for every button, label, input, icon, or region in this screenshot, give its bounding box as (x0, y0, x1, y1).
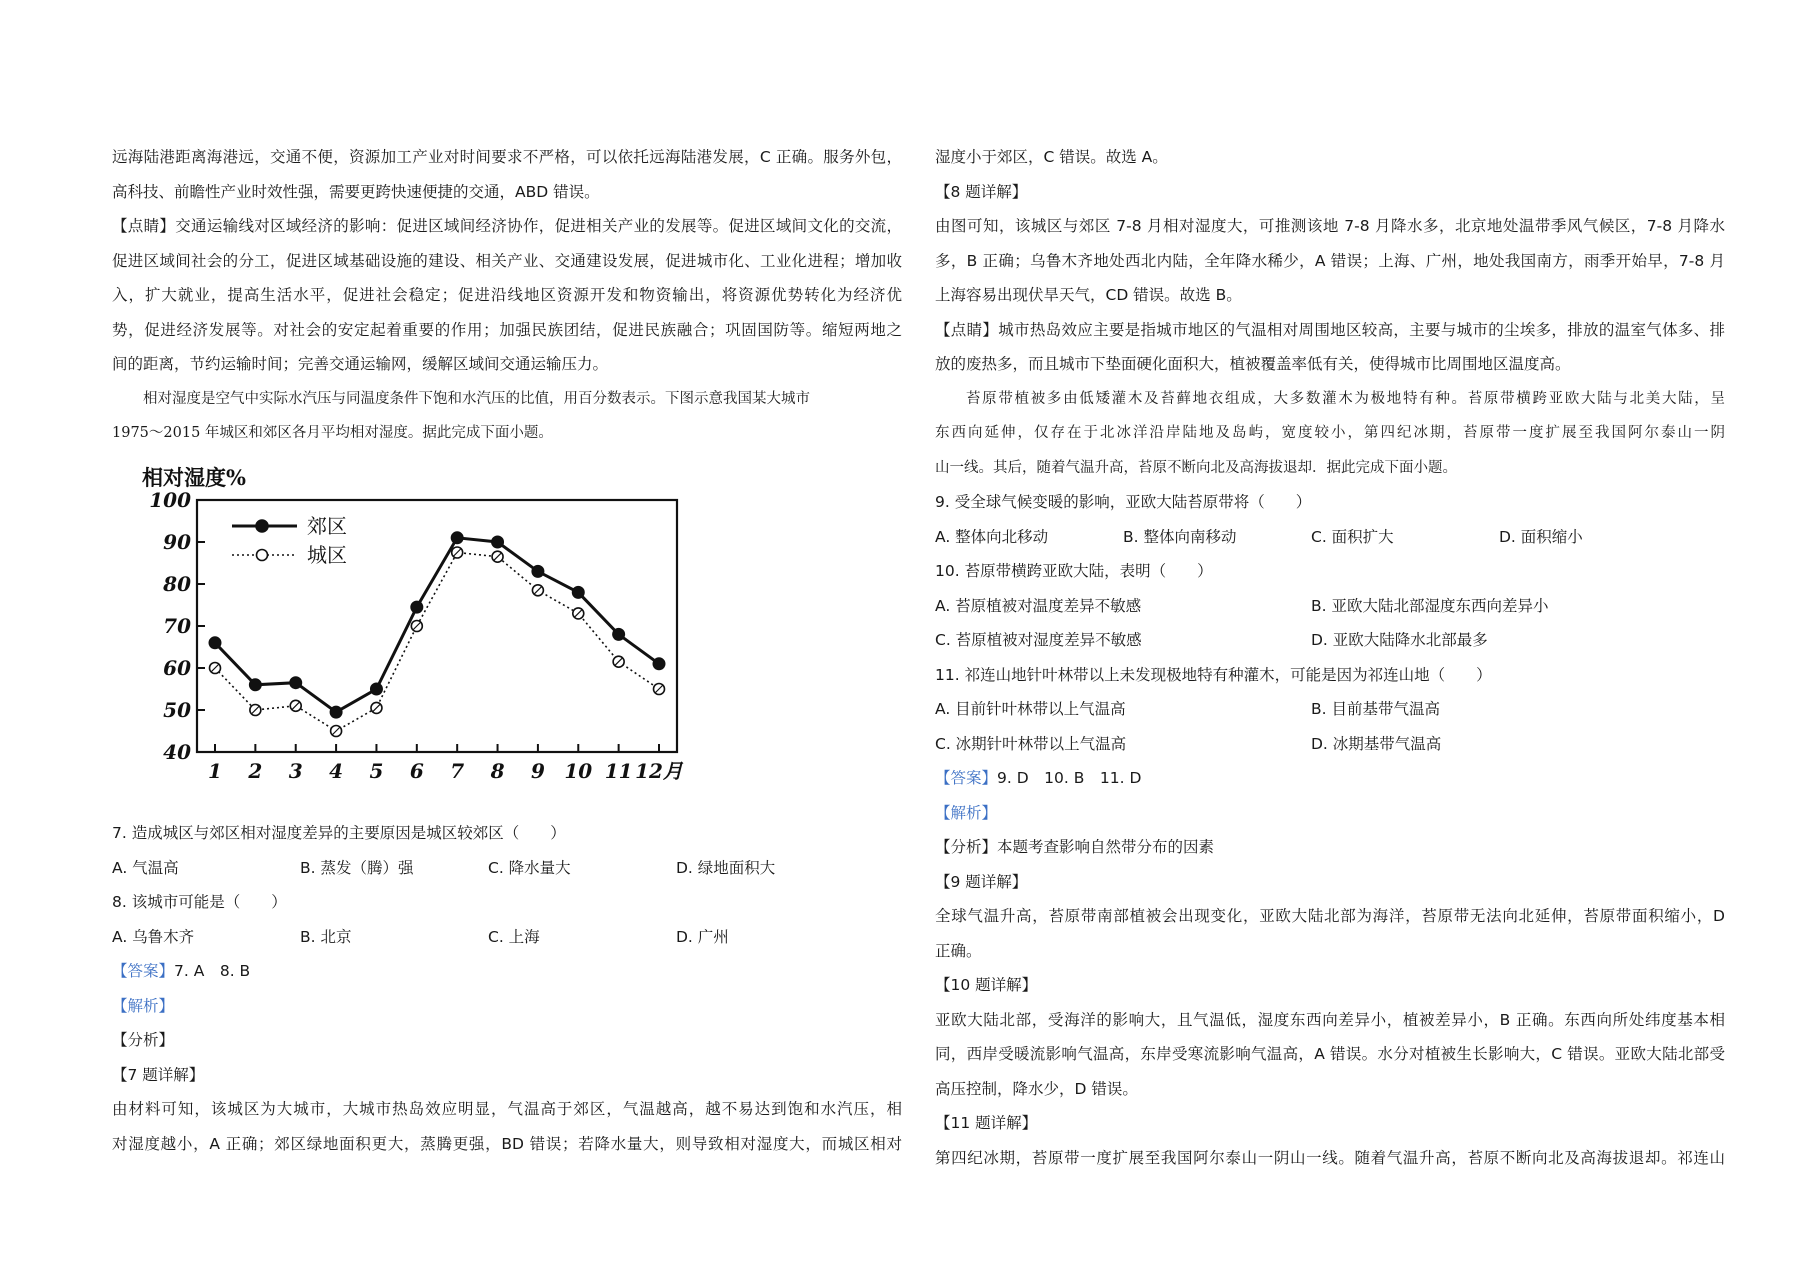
intro-line: 1975～2015 年城区和郊区各月平均相对湿度。据此完成下面小题。 (112, 425, 553, 441)
option: B. 整体向南移动 (1123, 527, 1237, 546)
option: A. 气温高 (112, 858, 179, 877)
series-line-1 (215, 537, 659, 711)
y-tick-label: 90 (163, 529, 191, 554)
intro-line: 东西向延伸，仅存在于北冰洋沿岸陆地及岛屿，宽度较小，第四纪冰期，苔原带一度扩展至我国阿尔泰山一阴 (935, 425, 1725, 441)
x-tick-label: 9 (530, 758, 545, 783)
data-point (209, 636, 221, 648)
y-tick-label: 70 (163, 613, 191, 638)
humidity-line-chart (112, 455, 702, 800)
answer-text: 9. D 10. B 11. D (997, 769, 1142, 787)
option: D. 面积缩小 (1499, 527, 1583, 546)
tip-line: 入，扩大就业，提高生活水平，促进社会稳定；促进沿线地区资源开发和物资输出，将资源优势转化为经济优 (112, 286, 902, 304)
tip-label: 【点睛】 (935, 320, 999, 339)
data-point (411, 601, 423, 613)
question-10: 10. 苔原带横跨亚欧大陆，表明（ ） (935, 562, 1213, 580)
legend-label: 城区 (307, 542, 347, 567)
series-layer (209, 531, 665, 736)
tip-line: 促进区域间社会的分工，促进区域基础设施的建设、相关产业、交通建设发展，促进城市化、工业化进程；增加收 (112, 251, 902, 270)
question-7-options (112, 851, 902, 886)
analysis-label: 【解析】 (935, 803, 998, 822)
x-tick-label: 7 (450, 758, 465, 783)
detail-line: 对湿度越小，A 正确；郊区绿地面积更大，蒸腾更强，BD 错误；若降水量大，则导致相对湿度大，而城区相对 (112, 1134, 902, 1153)
paragraph-line: 湿度小于郊区，C 错误。故选 A。 (935, 148, 1168, 166)
detail-line: 上海容易出现伏旱天气，CD 错误。故选 B。 (935, 286, 1242, 304)
data-point (572, 586, 584, 598)
data-point (653, 657, 665, 669)
option: D. 广州 (676, 927, 729, 946)
y-tick-label: 40 (163, 739, 191, 764)
question-9-options (935, 520, 1725, 555)
tip-label: 【点睛】 (112, 217, 176, 235)
y-tick-label: 80 (163, 571, 191, 596)
detail-line: 高压控制，降水少，D 错误。 (935, 1079, 1138, 1098)
x-tick-label: 6 (409, 758, 424, 783)
option: D. 亚欧大陆降水北部最多 (1311, 631, 1488, 649)
x-axis-ticks (208, 744, 684, 783)
detail-line: 第四纪冰期，苔原带一度扩展至我国阿尔泰山一阴山一线。随着气温升高，苔原不断向北及高海拔退却。祁连山 (935, 1148, 1725, 1167)
series-line-2 (215, 552, 659, 731)
detail-line: 由图可知，该城区与郊区 7-8 月相对湿度大，可推测该地 7-8 月降水多，北京地处温带季风气候区，7-8 月降水 (935, 217, 1725, 235)
x-tick-label: 10 (564, 758, 593, 783)
fenxi-line: 【分析】本题考查影响自然带分布的因素 (935, 838, 1215, 856)
question-7: 7. 造成城区与郊区相对湿度差异的主要原因是城区较郊区（ ） (112, 824, 566, 842)
intro-line: 相对湿度是空气中实际水汽压与同温度条件下饱和水汽压的比值，用百分数表示。下图示意我国某大城市 (143, 390, 810, 407)
option: C. 冰期针叶林带以上气温高 (935, 734, 1127, 753)
chart-legend (232, 514, 347, 567)
detail-10-label: 【10 题详解】 (935, 976, 1038, 994)
legend-swatch-marker (257, 549, 268, 560)
detail-line: 全球气温升高，苔原带南部植被会出现变化，亚欧大陆北部为海洋，苔原带无法向北延伸，苔原带面积缩小，D (935, 907, 1725, 925)
data-point (451, 531, 463, 543)
question-9: 9. 受全球气候变暖的影响，亚欧大陆苔原带将（ ） (935, 493, 1312, 511)
data-point (330, 706, 342, 718)
intro-line: 苔原带植被多由低矮灌木及苔藓地衣组成，大多数灌木为极地特有种。苔原带横跨亚欧大陆与北美大陆，呈 (966, 390, 1725, 407)
legend-swatch-marker (256, 520, 268, 532)
legend-label: 郊区 (307, 513, 347, 538)
y-tick-label: 60 (163, 655, 191, 680)
x-tick-label: 5 (369, 758, 384, 783)
option: A. 目前针叶林带以上气温高 (935, 700, 1126, 718)
tip-line: 放的废热多，而且城市下垫面硬化面积大，植被覆盖率低有关，使得城市比周围地区温度高。 (935, 355, 1571, 373)
y-tick-label: 50 (163, 697, 191, 722)
intro-line: 山一线。其后，随着气温升高，苔原不断向北及高海拔退却．据此完成下面小题。 (935, 459, 1457, 476)
question-10-options-row1 (935, 589, 1725, 624)
y-tick-label: 100 (149, 487, 191, 512)
detail-line: 同，西岸受暖流影响气温高，东岸受寒流影响气温高，A 错误。水分对植被生长影响大，C 错误。亚欧大陆北部受 (935, 1045, 1725, 1063)
option: C. 面积扩大 (1311, 527, 1394, 546)
option: A. 乌鲁木齐 (112, 927, 195, 946)
detail-7-label: 【7 题详解】 (112, 1065, 205, 1084)
answer-label: 【答案】 (935, 769, 998, 787)
option: D. 冰期基带气温高 (1311, 734, 1442, 753)
tip-text: 交通运输线对区域经济的影响：促进区域间经济协作，促进相关产业的发展等。促进区域间文化的交流， (175, 217, 902, 235)
tip-first-line (112, 209, 902, 244)
answer-text: 7. A 8. B (174, 962, 251, 980)
option: B. 北京 (300, 927, 352, 946)
x-tick-label: 3 (288, 758, 303, 783)
data-point (492, 536, 504, 548)
option: A. 苔原植被对温度差异不敏感 (935, 596, 1142, 615)
x-tick-label: 8 (490, 758, 505, 783)
detail-8-label: 【8 题详解】 (935, 182, 1028, 201)
x-tick-label: 4 (329, 758, 344, 783)
detail-line: 亚欧大陆北部，受海洋的影响大，且气温低，湿度东西向差异小，植被差异小，B 正确。东西向所处纬度基本相 (935, 1010, 1725, 1029)
option: B. 蒸发（腾）强 (300, 858, 414, 877)
question-11-options-row2 (935, 727, 1725, 762)
question-11-options-row1 (935, 692, 1725, 727)
paragraph-line: 高科技、前瞻性产业时效性强，需要更跨快速便捷的交通，ABD 错误。 (112, 182, 600, 201)
chart-title: 相对湿度% (142, 464, 246, 490)
option: C. 苔原植被对湿度差异不敏感 (935, 631, 1142, 649)
tip-line: 间的距离，节约运输时间；完善交通运输网，缓解区域间交通运输压力。 (112, 355, 609, 373)
option: B. 亚欧大陆北部湿度东西向差异小 (1311, 596, 1549, 615)
x-tick-label: 11 (604, 758, 633, 783)
fenxi-label: 【分析】 (112, 1031, 175, 1049)
data-point (370, 683, 382, 695)
question-11: 11. 祁连山地针叶林带以上未发现极地特有种灌木，可能是因为祁连山地（ ） (935, 665, 1492, 684)
tip-text: 城市热岛效应主要是指城市地区的气温相对周围地区较高，主要与城市的尘埃多，排放的温室气体多、排 (998, 320, 1725, 339)
plot-frame (197, 500, 677, 752)
option: C. 上海 (488, 927, 540, 946)
answer-line (935, 761, 1725, 796)
option: C. 降水量大 (488, 858, 571, 877)
detail-line: 正确。 (935, 941, 982, 960)
data-point (613, 628, 625, 640)
data-point (249, 678, 261, 690)
question-8: 8. 该城市可能是（ ） (112, 893, 287, 911)
tip-line: 势，促进经济发展等。对社会的安定起着重要的作用；加强民族团结，促进民族融合；巩固国防等。缩短两地之 (112, 320, 902, 339)
data-point (290, 676, 302, 688)
option: D. 绿地面积大 (676, 858, 776, 877)
answer-label: 【答案】 (112, 962, 175, 980)
option: B. 目前基带气温高 (1311, 700, 1440, 718)
right-column (935, 140, 1725, 1175)
data-point (532, 565, 544, 577)
x-tick-label: 2 (248, 758, 263, 783)
x-tick-label: 12月 (635, 758, 683, 783)
tip-first-line (935, 313, 1725, 348)
question-10-options-row2 (935, 623, 1725, 658)
paragraph-line: 远海陆港距离海港远，交通不便，资源加工产业对时间要求不严格，可以依托远海陆港发展，C 正确。服务外包， (112, 148, 902, 166)
detail-9-label: 【9 题详解】 (935, 872, 1028, 891)
question-8-options (112, 920, 902, 955)
x-tick-label: 1 (208, 758, 222, 783)
option: A. 整体向北移动 (935, 527, 1049, 546)
detail-line: 多，B 正确；乌鲁木齐地处西北内陆，全年降水稀少，A 错误；上海、广州，地处我国南方，雨季开始早，7-8 月 (935, 251, 1725, 270)
analysis-label: 【解析】 (112, 996, 175, 1015)
detail-line: 由材料可知，该城区为大城市，大城市热岛效应明显，气温高于郊区，气温越高，越不易达到饱和水汽压，相 (112, 1100, 902, 1118)
answer-line (112, 954, 902, 989)
detail-11-label: 【11 题详解】 (935, 1114, 1038, 1132)
left-column (112, 140, 902, 1161)
